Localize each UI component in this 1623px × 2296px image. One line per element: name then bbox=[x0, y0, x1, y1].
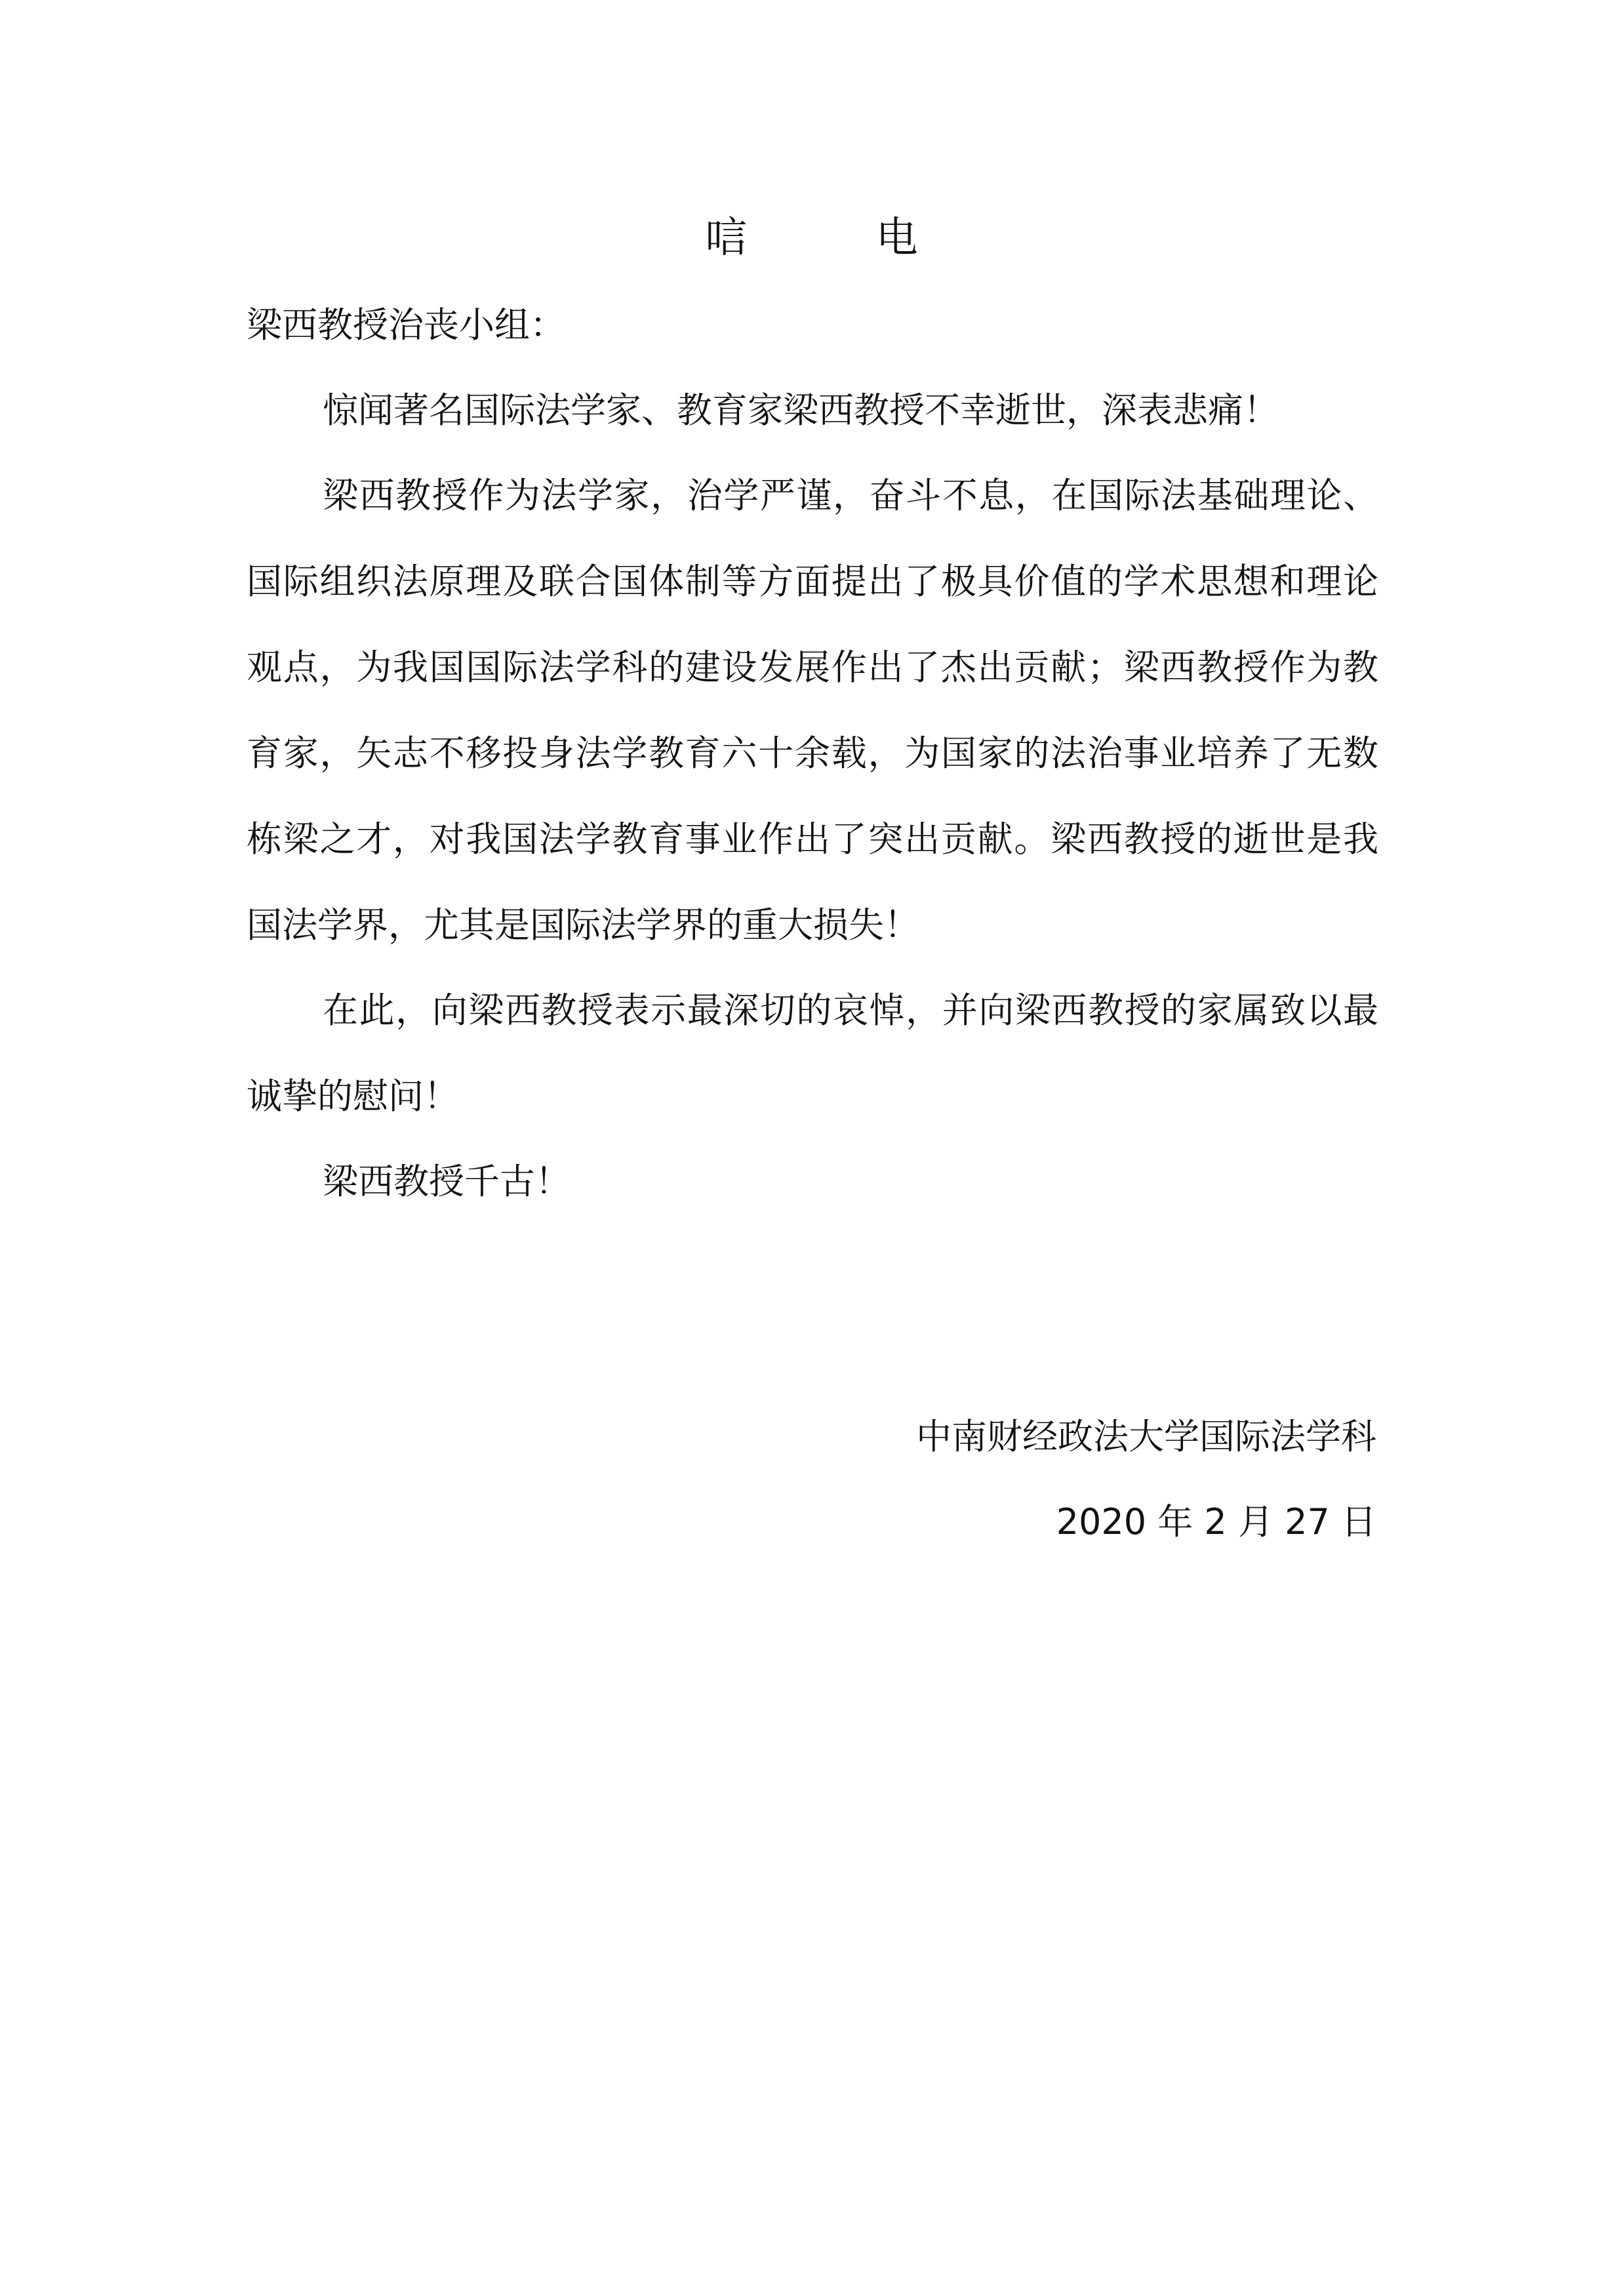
paragraph-tribute: 梁西教授作为法学家，治学严谨，奋斗不息，在国际法基础理论、国际组织法原理及联合国体制等方面提出了极具价值的学术思想和理论观点，为我国国际法学科的建设发展作出了杰出贡献；梁西教授作为教育家，矢志不移投身法学教育六十余载，为国家的法治事业培养了无数栋梁之才，对我国法学教育事业作出了突出贡献。梁西教授的逝世是我国法学界，尤其是国际法学界的重大损失！ bbox=[247, 475, 1378, 946]
signature-date: 2020 年 2 月 27 日 bbox=[1056, 1501, 1376, 1542]
paragraph-condolence: 惊闻著名国际法学家、教育家梁西教授不幸逝世，深表悲痛！ bbox=[323, 390, 1279, 431]
signature-organization: 中南财经政法大学国际法学科 bbox=[916, 1416, 1376, 1457]
paragraph-farewell: 梁西教授千古！ bbox=[323, 1161, 571, 1202]
paragraph-mourning: 在此，向梁西教授表示最深切的哀悼，并向梁西教授的家属致以最诚挚的慰问！ bbox=[247, 990, 1378, 1117]
salutation: 梁西教授治丧小组： bbox=[247, 304, 565, 346]
document-title: 唁 电 bbox=[705, 214, 976, 262]
